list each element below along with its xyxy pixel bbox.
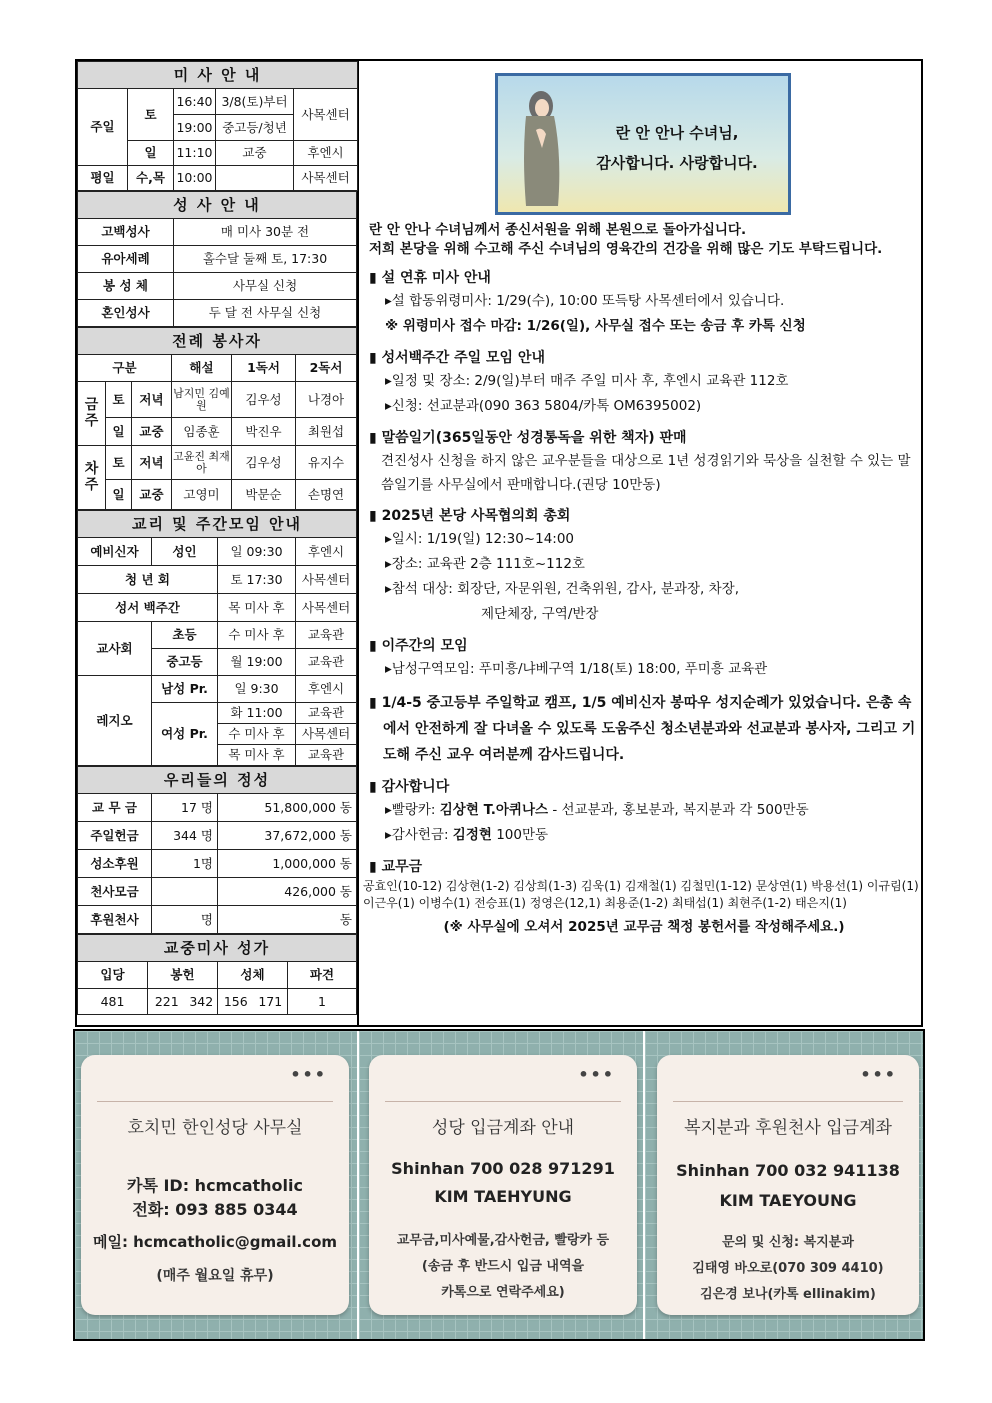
servers-header: 전례 봉사자 bbox=[78, 328, 357, 355]
hymn-number: 342 bbox=[186, 989, 218, 1015]
bulletin-page bbox=[75, 59, 923, 1027]
card-line: KIM TAEHYUNG bbox=[434, 1187, 572, 1206]
server-day: 토 bbox=[106, 446, 132, 480]
col-header: 해설 bbox=[172, 355, 232, 382]
meeting-sub: 중고등 bbox=[152, 649, 218, 676]
col-header: 구분 bbox=[78, 355, 172, 382]
notice-item: 설 합동위령미사: 1/29(수), 10:00 또득탕 사목센터에서 있습니다. bbox=[391, 293, 785, 309]
meeting-time: 월 19:00 bbox=[218, 649, 296, 676]
card-note: 교무금,미사예물,감사헌금, 빨랑카 등 bbox=[396, 1233, 610, 1248]
bullet-icon: ▮ bbox=[369, 695, 377, 711]
mass-place: 사목센터 bbox=[294, 166, 358, 191]
sacrament-header: 성 사 안 내 bbox=[78, 192, 357, 219]
card-title: 호치민 한인성당 사무실 bbox=[127, 1118, 303, 1138]
notice-item: 장소: 교육관 2층 111호~112호 bbox=[391, 556, 585, 572]
meeting-time: 일 09:30 bbox=[218, 538, 296, 566]
card-note: 카톡으로 연락주세요) bbox=[441, 1285, 565, 1300]
meeting-place: 교육관 bbox=[296, 745, 357, 766]
server-reader1: 박진우 bbox=[232, 418, 296, 446]
server-commentator: 남지민 김예원 bbox=[172, 382, 232, 418]
sacrament-value: 매 미사 30분 전 bbox=[174, 219, 357, 246]
notice-section bbox=[369, 635, 919, 682]
offering-key: 천사모금 bbox=[78, 878, 152, 906]
hymns-table bbox=[77, 934, 357, 1015]
sacrament-value: 두 달 전 사무실 신청 bbox=[174, 300, 357, 327]
offering-key: 교 무 금 bbox=[78, 794, 152, 822]
hymn-number: 481 bbox=[78, 989, 148, 1015]
offering-count: 344 명 bbox=[152, 822, 218, 850]
hymn-col: 봉헌 bbox=[148, 962, 218, 989]
hymn-col: 성체 bbox=[218, 962, 288, 989]
meeting-name: 교사회 bbox=[78, 622, 152, 676]
meeting-time: 토 17:30 bbox=[218, 566, 296, 594]
meeting-name: 청 년 회 bbox=[78, 566, 218, 594]
notice-item: 제단체장, 구역/반장 bbox=[481, 606, 599, 622]
sacrament-key: 봉 성 체 bbox=[78, 273, 174, 300]
meeting-sub: 남성 Pr. bbox=[152, 676, 218, 703]
section-title: 이주간의 모임 bbox=[381, 638, 468, 654]
server-reader1: 박문순 bbox=[232, 480, 296, 510]
section-title: 교무금 bbox=[381, 859, 423, 875]
section-title: 설 연휴 미사 안내 bbox=[381, 270, 491, 286]
card-note: 김태영 바오로(070 309 4410) bbox=[692, 1261, 884, 1276]
divider bbox=[97, 1101, 333, 1102]
mass-place: 사목센터 bbox=[294, 89, 358, 141]
server-mass: 저녁 bbox=[132, 446, 172, 480]
hymn-col: 입당 bbox=[78, 962, 148, 989]
notice-section bbox=[363, 856, 919, 937]
hymn-number: 1 bbox=[288, 989, 357, 1015]
sat-label: 토 bbox=[128, 89, 174, 141]
offering-count: 1명 bbox=[152, 850, 218, 878]
offering-value: 1,000,000 동 bbox=[218, 850, 357, 878]
card-line: Shinhan 700 032 941138 bbox=[676, 1161, 900, 1180]
next-week-label: 차주 bbox=[78, 446, 106, 510]
server-reader1: 김우성 bbox=[232, 382, 296, 418]
notice-item: 일시: 1/19(일) 12:30~14:00 bbox=[391, 531, 575, 547]
notice-section bbox=[369, 427, 919, 497]
bullet-icon: ▮ bbox=[369, 779, 377, 795]
server-day: 일 bbox=[106, 480, 132, 510]
bullet-icon: ▮ bbox=[369, 638, 377, 654]
card-line: 카톡 ID: hcmcatholic bbox=[127, 1176, 303, 1195]
notice-section bbox=[369, 267, 919, 339]
arrow-icon: ▸ bbox=[385, 373, 392, 389]
weekday-days: 수,목 bbox=[128, 166, 174, 191]
footer-panels bbox=[73, 1029, 925, 1341]
sacrament-key: 혼인성사 bbox=[78, 300, 174, 327]
hymn-number: 221 bbox=[148, 989, 186, 1015]
meeting-time: 수 미사 후 bbox=[218, 724, 296, 745]
sun-label: 일 bbox=[128, 141, 174, 166]
card-title: 성당 입금계좌 안내 bbox=[431, 1118, 575, 1138]
card-line: KIM TAEYOUNG bbox=[719, 1191, 857, 1210]
church-account-panel bbox=[359, 1031, 643, 1339]
mass-desc: 3/8(토)부터 bbox=[216, 89, 294, 115]
notices bbox=[363, 221, 919, 937]
mass-desc bbox=[216, 166, 294, 191]
notice-body: 1/4-5 중고등부 주일학교 캠프, 1/5 예비신자 봉따우 성지순례가 있었습니다. 은총 속에서 안전하게 잘 다녀올 수 있도록 도움주신 청소년분과와 선교분과 봉사자, 그리고 기도해 주신 교우 여러분께 감사드립니다. bbox=[381, 695, 916, 763]
section-title: 성서백주간 주일 모임 안내 bbox=[381, 350, 545, 366]
meetings-header: 교리 및 주간모임 안내 bbox=[78, 511, 357, 538]
arrow-icon: ▸ bbox=[385, 398, 392, 414]
col-header: 1독서 bbox=[232, 355, 296, 382]
meeting-time: 목 미사 후 bbox=[218, 594, 296, 622]
banner-line: 란 안 안나 수녀님, bbox=[615, 124, 739, 142]
donor-name: 김상현 T.아퀴나스 bbox=[439, 802, 549, 818]
meeting-time: 목 미사 후 bbox=[218, 745, 296, 766]
card-note: 문의 및 신청: 복지분과 bbox=[722, 1235, 854, 1250]
offering-value: 동 bbox=[218, 906, 357, 934]
weekday-label: 평일 bbox=[78, 166, 128, 191]
donor-name: 김정현 bbox=[452, 827, 492, 843]
server-reader1: 김우성 bbox=[232, 446, 296, 480]
meeting-sub: 초등 bbox=[152, 622, 218, 649]
mass-time: 10:00 bbox=[174, 166, 216, 191]
more-icon[interactable]: ••• bbox=[290, 1065, 327, 1084]
bullet-icon: ▮ bbox=[369, 508, 377, 524]
bullet-icon: ▮ bbox=[369, 270, 377, 286]
dues-list: 공효인(10-12) 김상현(1-2) 김상희(1-3) 김욱(1) 김재철(1) 김철민(1-12) 문상연(1) 박용선(1) 이규림(1) 이근우(1) 이병수(1) 전승표(1) 정영은(12,1) 최용준(1-2) 최태섭(1) 최현주(1-2) 태은지(1) bbox=[363, 879, 919, 910]
notice-section bbox=[369, 690, 919, 768]
notice-item: 감사헌금: bbox=[391, 827, 453, 843]
offering-value: 37,672,000 동 bbox=[218, 822, 357, 850]
welfare-account-panel bbox=[645, 1031, 923, 1339]
meeting-place: 교육관 bbox=[296, 649, 357, 676]
divider bbox=[385, 1101, 621, 1102]
left-column bbox=[77, 61, 359, 1025]
banner-line: 감사합니다. 사랑합니다. bbox=[596, 154, 758, 172]
intro-line: 란 안 안나 수녀님께서 종신서원을 위해 본원으로 돌아가십니다. bbox=[369, 222, 747, 238]
mass-time: 16:40 bbox=[174, 89, 216, 115]
hymns-header: 교중미사 성가 bbox=[78, 935, 357, 962]
mass-time: 19:00 bbox=[174, 115, 216, 141]
dues-note: (※ 사무실에 오셔서 2025년 교무금 책정 봉헌서를 작성해주세요.) bbox=[443, 919, 845, 935]
server-day: 일 bbox=[106, 418, 132, 446]
card-note: (송금 후 반드시 입금 내역을 bbox=[421, 1259, 585, 1274]
offering-count: 17 명 bbox=[152, 794, 218, 822]
notice-item: 일정 및 장소: 2/9(일)부터 매주 주일 미사 후, 후엔시 교육관 112호 bbox=[391, 373, 789, 389]
notice-item: 신청: 선교분과(090 363 5804/카톡 OM6395002) bbox=[391, 398, 702, 414]
server-reader2: 최원섭 bbox=[296, 418, 357, 446]
card-note: (매주 월요일 휴무) bbox=[156, 1268, 274, 1284]
arrow-icon: ▸ bbox=[385, 581, 392, 597]
card-title: 복지분과 후원천사 입금계좌 bbox=[684, 1118, 892, 1138]
bullet-icon: ▮ bbox=[369, 859, 377, 875]
server-commentator: 고영미 bbox=[172, 480, 232, 510]
more-icon[interactable]: ••• bbox=[578, 1065, 615, 1084]
hymn-col: 파견 bbox=[288, 962, 357, 989]
meeting-sub: 성인 bbox=[152, 538, 218, 566]
meeting-time: 일 9:30 bbox=[218, 676, 296, 703]
notice-item: - 선교분과, 홍보분과, 복지분과 각 500만동 bbox=[548, 802, 809, 818]
arrow-icon: ▸ bbox=[385, 827, 392, 843]
meeting-time: 화 11:00 bbox=[218, 703, 296, 724]
section-title: 2025년 본당 사목협의회 총회 bbox=[381, 508, 571, 524]
meeting-place: 후엔시 bbox=[296, 538, 357, 566]
mass-desc: 교중 bbox=[216, 141, 294, 166]
server-day: 토 bbox=[106, 382, 132, 418]
welfare-account-card bbox=[657, 1055, 919, 1315]
offering-count bbox=[152, 878, 218, 906]
offering-count: 명 bbox=[152, 906, 218, 934]
notice-item: 참석 대상: 회장단, 자문위원, 건축위원, 감사, 분과장, 차장, bbox=[391, 581, 740, 597]
section-title: 감사합니다 bbox=[381, 779, 450, 795]
card-note: 김은경 보나(카톡 ellinakim) bbox=[700, 1287, 876, 1302]
notice-section bbox=[369, 347, 919, 419]
this-week-label: 금주 bbox=[78, 382, 106, 446]
server-reader2: 유지수 bbox=[296, 446, 357, 480]
card-line: Shinhan 700 028 971291 bbox=[391, 1159, 615, 1178]
card-line: 전화: 093 885 0344 bbox=[132, 1200, 298, 1219]
church-account-card bbox=[369, 1055, 637, 1315]
arrow-icon: ▸ bbox=[385, 802, 392, 818]
notice-section bbox=[369, 776, 919, 848]
meeting-name: 레지오 bbox=[78, 676, 152, 766]
offering-key: 후원천사 bbox=[78, 906, 152, 934]
more-icon[interactable]: ••• bbox=[860, 1065, 897, 1084]
sacrament-value: 홀수달 둘째 토, 17:30 bbox=[174, 246, 357, 273]
notice-item: 남성구역모임: 푸미흥/냐베구역 1/18(토) 18:00, 푸미흥 교육관 bbox=[391, 661, 768, 677]
server-reader2: 손명연 bbox=[296, 480, 357, 510]
offering-value: 51,800,000 동 bbox=[218, 794, 357, 822]
sunday-label: 주일 bbox=[78, 89, 128, 166]
hymn-number: 156 bbox=[218, 989, 254, 1015]
hymn-number: 171 bbox=[254, 989, 288, 1015]
section-title: 말씀일기(365일동안 성경통독을 위한 책자) 판매 bbox=[381, 430, 687, 446]
notice-section bbox=[369, 505, 919, 627]
notice-body: 견진성사 신청을 하지 않은 교우분들을 대상으로 1년 성경읽기와 묵상을 실천할 수 있는 말씀일기를 사무실에서 판매합니다.(권당 10만동) bbox=[381, 453, 911, 493]
card-email: 메일: hcmcatholic@gmail.com bbox=[92, 1233, 338, 1251]
arrow-icon: ▸ bbox=[385, 531, 392, 547]
office-card bbox=[81, 1055, 349, 1315]
offering-key: 주일헌금 bbox=[78, 822, 152, 850]
meeting-name: 성서 백주간 bbox=[78, 594, 218, 622]
divider bbox=[673, 1101, 903, 1102]
col-header: 2독서 bbox=[296, 355, 357, 382]
meeting-place: 교육관 bbox=[296, 622, 357, 649]
office-panel bbox=[75, 1031, 357, 1339]
meeting-place: 사목센터 bbox=[296, 594, 357, 622]
server-reader2: 나경아 bbox=[296, 382, 357, 418]
meetings-table bbox=[77, 510, 357, 766]
server-commentator: 임종훈 bbox=[172, 418, 232, 446]
sacrament-key: 고백성사 bbox=[78, 219, 174, 246]
server-commentator: 고윤진 최재아 bbox=[172, 446, 232, 480]
server-mass: 교중 bbox=[132, 418, 172, 446]
mass-header: 미 사 안 내 bbox=[78, 62, 358, 89]
bullet-icon: ▮ bbox=[369, 430, 377, 446]
sacrament-value: 사무실 신청 bbox=[174, 273, 357, 300]
offering-header: 우리들의 정성 bbox=[78, 767, 357, 794]
offering-key: 성소후원 bbox=[78, 850, 152, 878]
arrow-icon: ▸ bbox=[385, 293, 392, 309]
server-mass: 저녁 bbox=[132, 382, 172, 418]
mass-table bbox=[77, 61, 358, 191]
sacrament-table bbox=[77, 191, 357, 327]
meeting-time: 수 미사 후 bbox=[218, 622, 296, 649]
offering-table bbox=[77, 766, 357, 934]
arrow-icon: ▸ bbox=[385, 661, 392, 677]
notice-item: 100만동 bbox=[491, 827, 549, 843]
sacrament-key: 유아세례 bbox=[78, 246, 174, 273]
arrow-icon: ▸ bbox=[385, 556, 392, 572]
server-mass: 교중 bbox=[132, 480, 172, 510]
meeting-place: 교육관 bbox=[296, 703, 357, 724]
offering-value: 426,000 동 bbox=[218, 878, 357, 906]
nun-illustration-icon bbox=[512, 86, 570, 212]
meeting-place: 사목센터 bbox=[296, 724, 357, 745]
meeting-sub: 여성 Pr. bbox=[152, 703, 218, 766]
banner-text bbox=[582, 118, 772, 178]
mass-desc: 중고등/청년 bbox=[216, 115, 294, 141]
intro-line: 저희 본당을 위해 수고해 주신 수녀님의 영육간의 건강을 위해 많은 기도 부탁드립니다. bbox=[369, 241, 883, 257]
meeting-place: 후엔시 bbox=[296, 676, 357, 703]
mass-place: 후엔시 bbox=[294, 141, 358, 166]
mass-time: 11:10 bbox=[174, 141, 216, 166]
notice-item: 빨랑카: bbox=[391, 802, 440, 818]
right-column bbox=[361, 61, 921, 1025]
meeting-place: 사목센터 bbox=[296, 566, 357, 594]
bullet-icon: ▮ bbox=[369, 350, 377, 366]
notice-item: ※ 위령미사 접수 마감: 1/26(일), 사무실 접수 또는 송금 후 카톡 신청 bbox=[385, 318, 806, 334]
servers-table bbox=[77, 327, 357, 510]
meeting-name: 예비신자 bbox=[78, 538, 152, 566]
farewell-banner bbox=[495, 73, 791, 215]
